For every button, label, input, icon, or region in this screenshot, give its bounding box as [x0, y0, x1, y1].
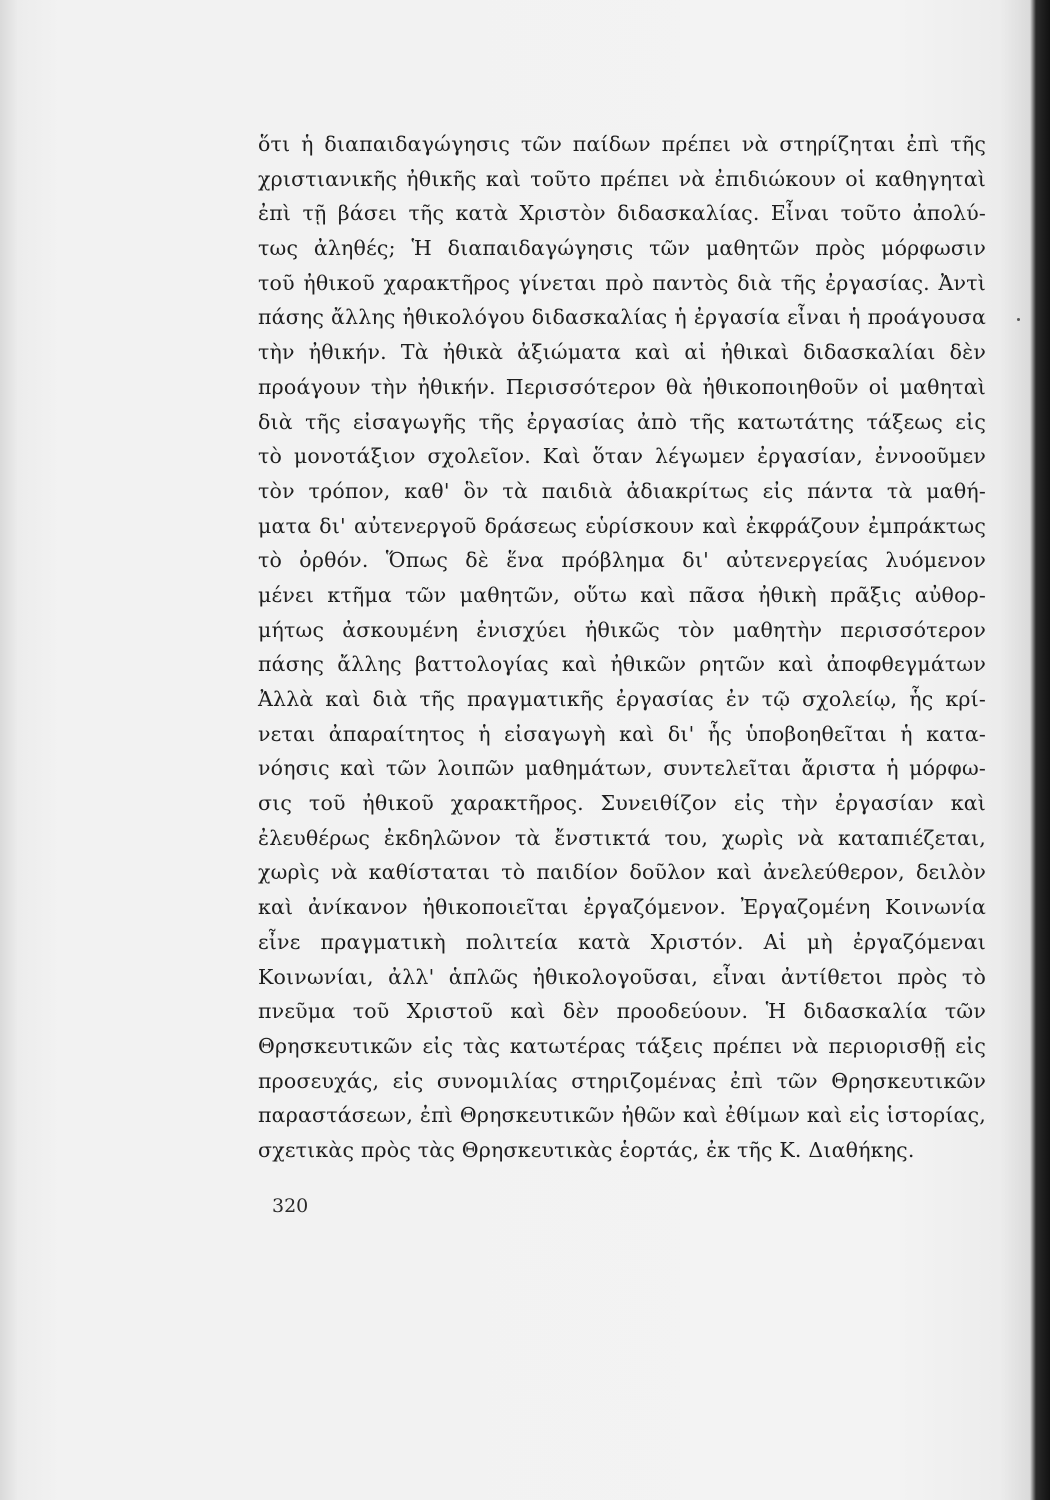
text-line: χριστιανικῆς ἠθικῆς καὶ τοῦτο πρέπει νὰ ἐπιδιώκουν οἱ καθηγηταὶ: [258, 166, 986, 191]
text-line: Ἀλλὰ καὶ διὰ τῆς πραγματικῆς ἐργασίας ἐν τῷ σχολείῳ, ἧς κρί-: [258, 687, 986, 711]
text-line: μήτως ἀσκουμένη ἐνισχύει ἠθικῶς τὸν μαθητὴν περισσότερον: [258, 617, 986, 642]
body-text: [258, 127, 986, 1168]
text-line: τὴν ἠθικήν. Τὰ ἠθικὰ ἀξιώματα καὶ αἱ ἠθικαὶ διδασκαλίαι δὲν: [258, 340, 986, 365]
page-number: 320: [272, 1195, 309, 1217]
text-line: νόησις καὶ τῶν λοιπῶν μαθημάτων, συντελεῖται ἄριστα ἡ μόρφω-: [258, 756, 986, 781]
text-line: νεται ἀπαραίτητος ἡ εἰσαγωγὴ καὶ δι' ἧς ὑποβοηθεῖται ἡ κατα-: [258, 721, 986, 746]
text-line: πάσης ἄλλης ἠθικολόγου διδασκαλίας ἡ ἐργασία εἶναι ἡ προάγουσα: [258, 305, 986, 330]
text-line: προσευχάς, εἰς συνομιλίας στηριζομένας ἐπὶ τῶν Θρησκευτικῶν: [258, 1068, 986, 1093]
text-line: τὸ μονοτάξιον σχολεῖον. Καὶ ὅταν λέγωμεν ἐργασίαν, ἐννοοῦμεν: [258, 444, 986, 469]
text-line: τοῦ ἠθικοῦ χαρακτῆρος γίνεται πρὸ παντὸς διὰ τῆς ἐργασίας. Ἀντὶ: [258, 270, 986, 295]
text-line: σχετικὰς πρὸς τὰς Θρησκευτικὰς ἑορτάς, ἐκ τῆς Κ. Διαθήκης.: [258, 1137, 915, 1162]
text-line: προάγουν τὴν ἠθικήν. Περισσότερον θὰ ἠθικοποιηθοῦν οἱ μαθηταὶ: [258, 374, 986, 399]
text-line: τὸν τρόπον, καθ' ὃν τὰ παιδιὰ ἀδιακρίτως εἰς πάντα τὰ μαθή-: [258, 478, 986, 503]
text-line: τὸ ὀρθόν. Ὅπως δὲ ἕνα πρόβλημα δι' αὐτενεργείας λυόμενον: [258, 548, 986, 573]
text-line: τως ἀληθές; Ἡ διαπαιδαγώγησις τῶν μαθητῶν πρὸς μόρφωσιν: [258, 236, 986, 261]
text-line: ἐπὶ τῇ βάσει τῆς κατὰ Χριστὸν διδασκαλίας. Εἶναι τοῦτο ἀπολύ-: [258, 201, 986, 226]
text-line: χωρὶς νὰ καθίσταται τὸ παιδίον δοῦλον καὶ ἀνελεύθερον, δειλὸν: [258, 860, 986, 885]
text-line: ματα δι' αὐτενεργοῦ δράσεως εὑρίσκουν καὶ ἐκφράζουν ἐμπράκτως: [258, 513, 986, 538]
text-line: σις τοῦ ἠθικοῦ χαρακτῆρος. Συνειθίζον εἰς τὴν ἐργασίαν καὶ: [258, 791, 986, 816]
text-line: πνεῦμα τοῦ Χριστοῦ καὶ δὲν προοδεύουν. Ἡ διδασκαλία τῶν: [258, 999, 986, 1024]
text-line: παραστάσεων, ἐπὶ Θρησκευτικῶν ἠθῶν καὶ ἐθίμων καὶ εἰς ἱστορίας,: [258, 1103, 986, 1128]
text-line: εἶνε πραγματικὴ πολιτεία κατὰ Χριστόν. Αἱ μὴ ἐργαζόμεναι: [258, 929, 986, 954]
text-line: καὶ ἀνίκανον ἠθικοποιεῖται ἐργαζόμενον. Ἐργαζομένη Κοινωνία: [258, 895, 986, 920]
text-line: Κοινωνίαι, ἀλλ' ἁπλῶς ἠθικολογοῦσαι, εἶναι ἀντίθετοι πρὸς τὸ: [258, 964, 986, 989]
text-line: ὅτι ἡ διαπαιδαγώγησις τῶν παίδων πρέπει νὰ στηρίζηται ἐπὶ τῆς: [258, 132, 986, 156]
text-line: διὰ τῆς εἰσαγωγῆς τῆς ἐργασίας ἀπὸ τῆς κατωτάτης τάξεως εἰς: [258, 409, 986, 434]
text-line: πάσης ἄλλης βαττολογίας καὶ ἠθικῶν ρητῶν καὶ ἀποφθεγμάτων: [258, 652, 986, 677]
text-line: μένει κτῆμα τῶν μαθητῶν, οὕτω καὶ πᾶσα ἠθικὴ πρᾶξις αὐθορ-: [258, 582, 986, 607]
text-line: ἐλευθέρως ἐκδηλῶνον τὰ ἔνστικτά του, χωρὶς νὰ καταπιέζεται,: [258, 825, 986, 850]
text-line: Θρησκευτικῶν εἰς τὰς κατωτέρας τάξεις πρέπει νὰ περιορισθῇ εἰς: [258, 1033, 986, 1058]
scan-speck: [1017, 318, 1020, 321]
